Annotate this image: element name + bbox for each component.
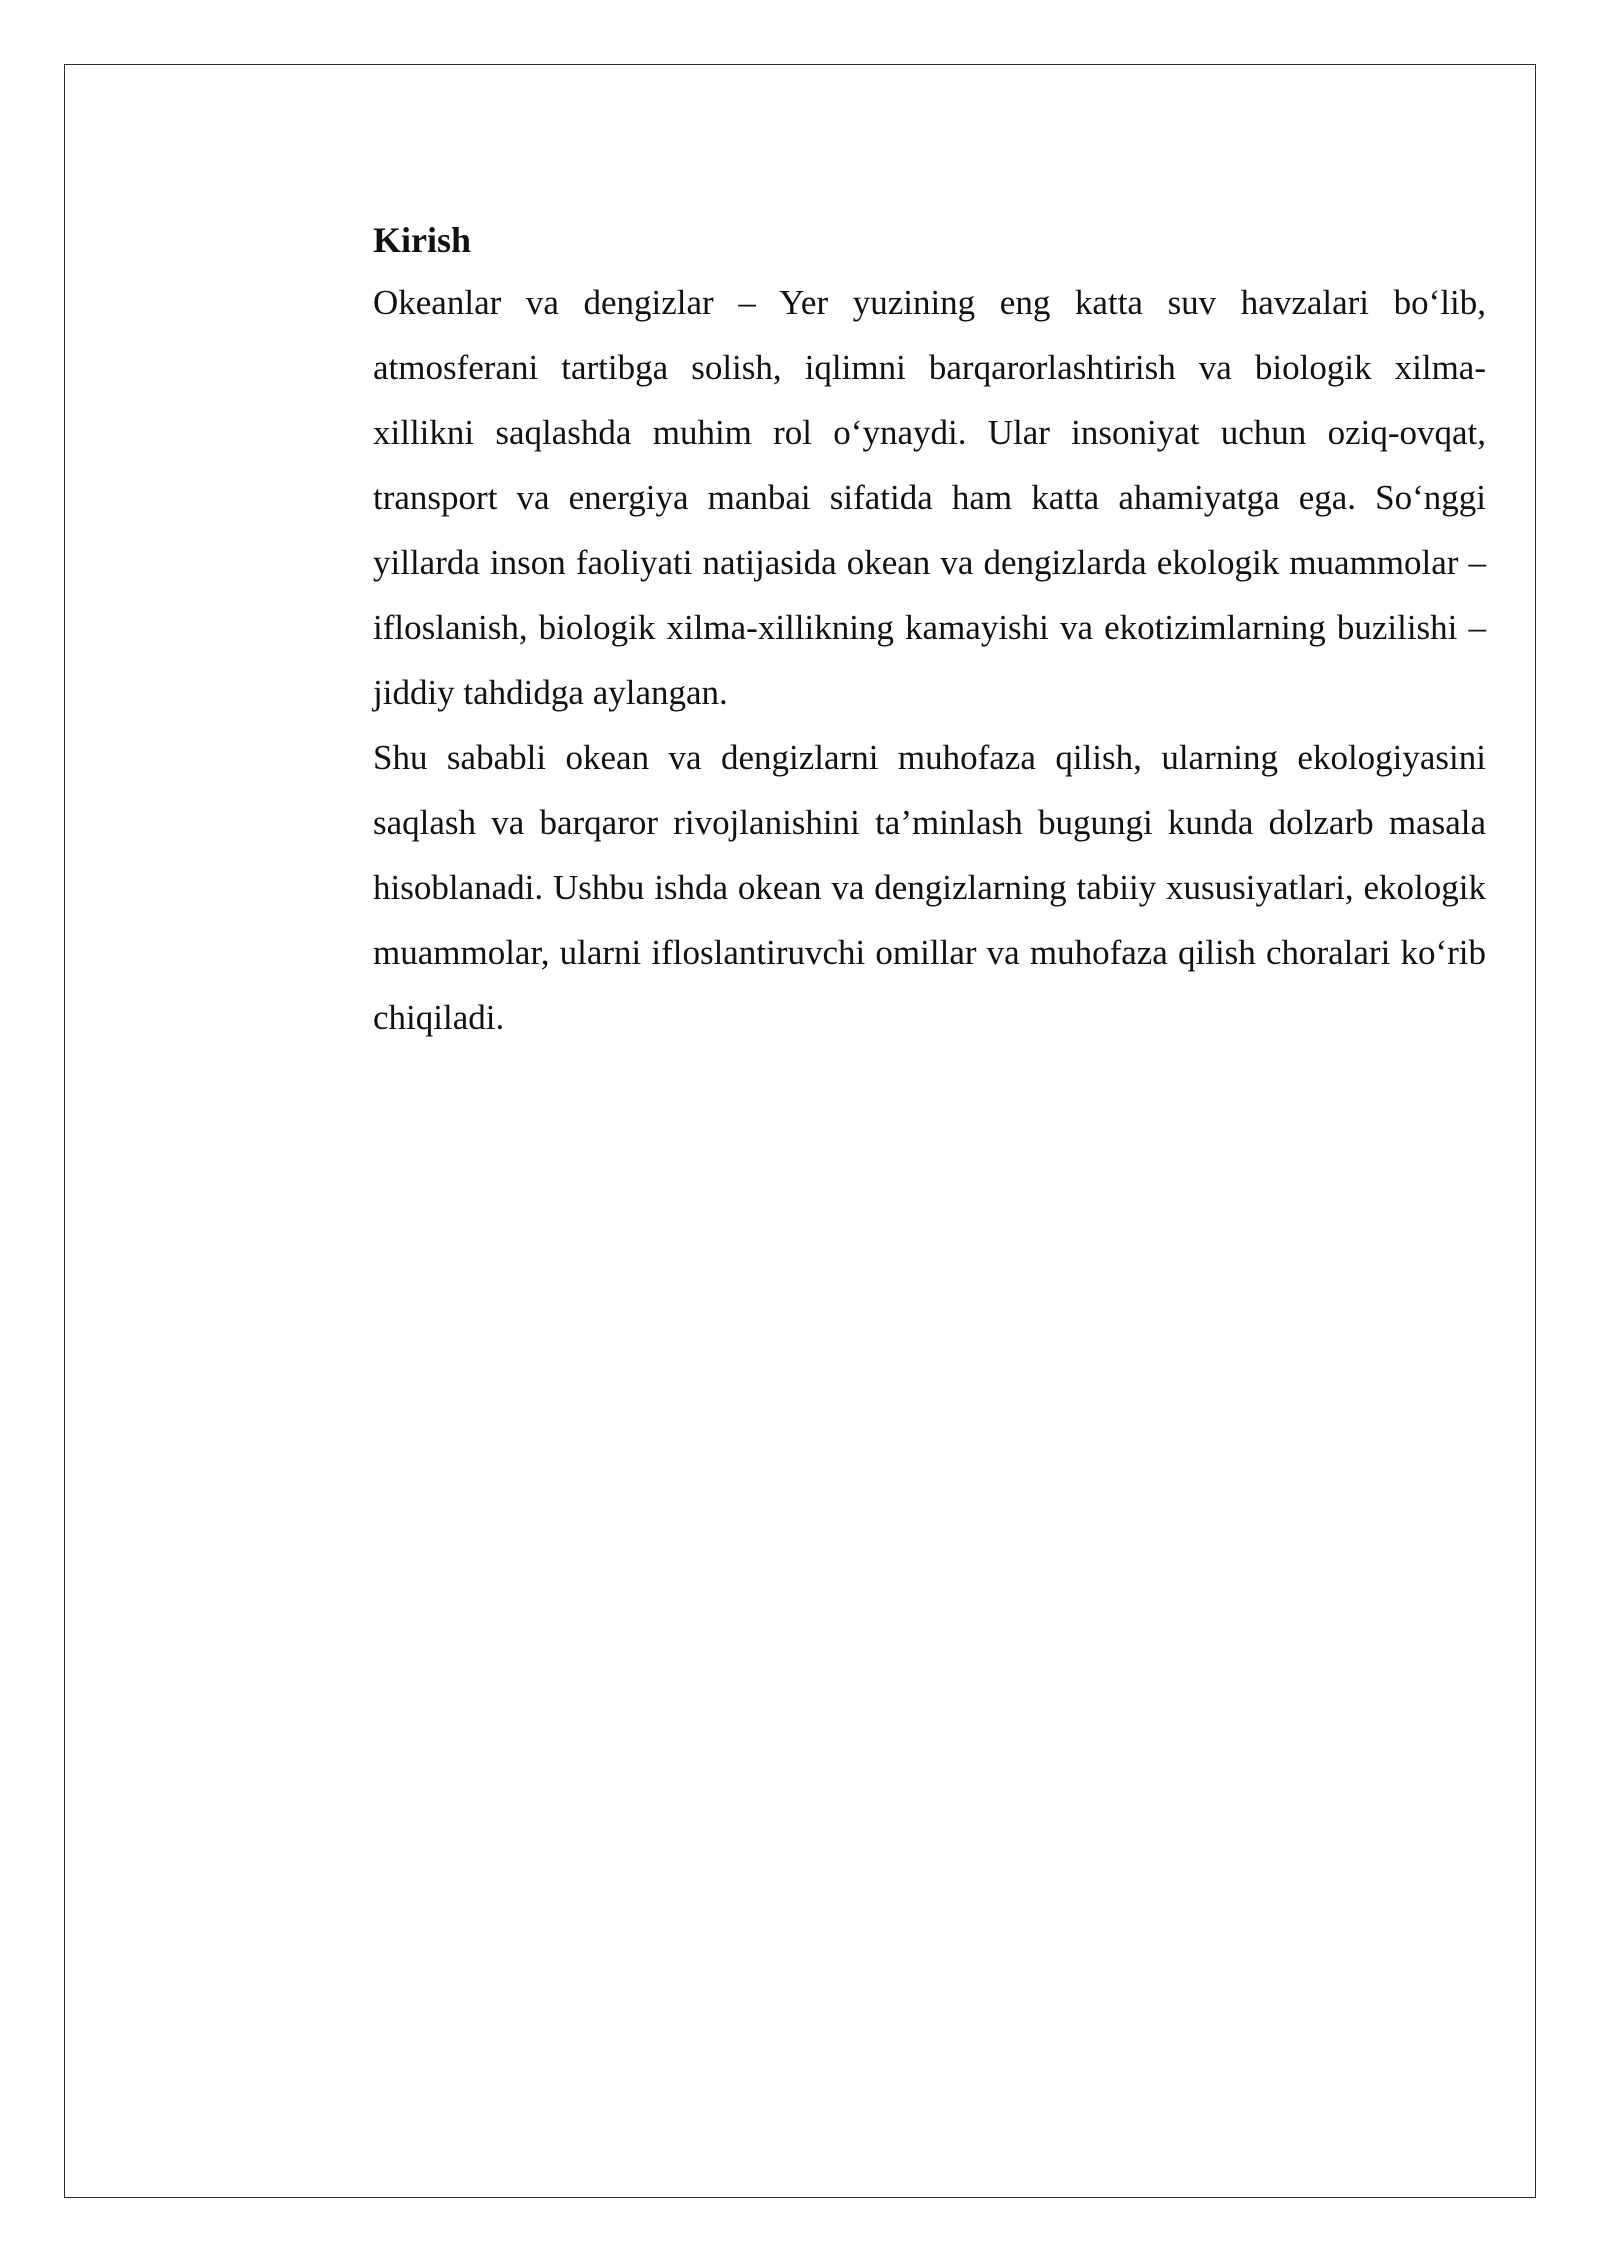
document-body bbox=[373, 210, 1486, 1050]
paragraph-purpose: Shu sababli okean va dengizlarni muhofaza qilish, ularning ekologiyasini saqlash va barqaror rivojlanishini ta’minlash bugungi kunda dolzarb masala hisoblanadi. Ushbu ishda okean va dengizlarning tabiiy xususiyatlari, ekologik muammolar, ularni ifloslantiruvchi omillar va muhofaza qilish choralari ko‘rib chiqiladi. bbox=[373, 738, 1486, 1037]
section-heading: Kirish bbox=[373, 220, 472, 260]
paragraph-intro: Okeanlar va dengizlar – Yer yuzining eng katta suv havzalari bo‘lib, atmosferani tartibga solish, iqlimni barqarorlashtirish va biologik xilma-xillikni saqlashda muhim rol o‘ynaydi. Ular insoniyat uchun oziq-ovqat, transport va energiya manbai sifatida ham katta ahamiyatga ega. So‘nggi yillarda inson faoliyati natijasida okean va dengizlarda ekologik muammolar – ifloslanish, biologik xilma-xillikning kamayishi va ekotizimlarning buzilishi – jiddiy tahdidga aylangan. bbox=[373, 283, 1486, 712]
